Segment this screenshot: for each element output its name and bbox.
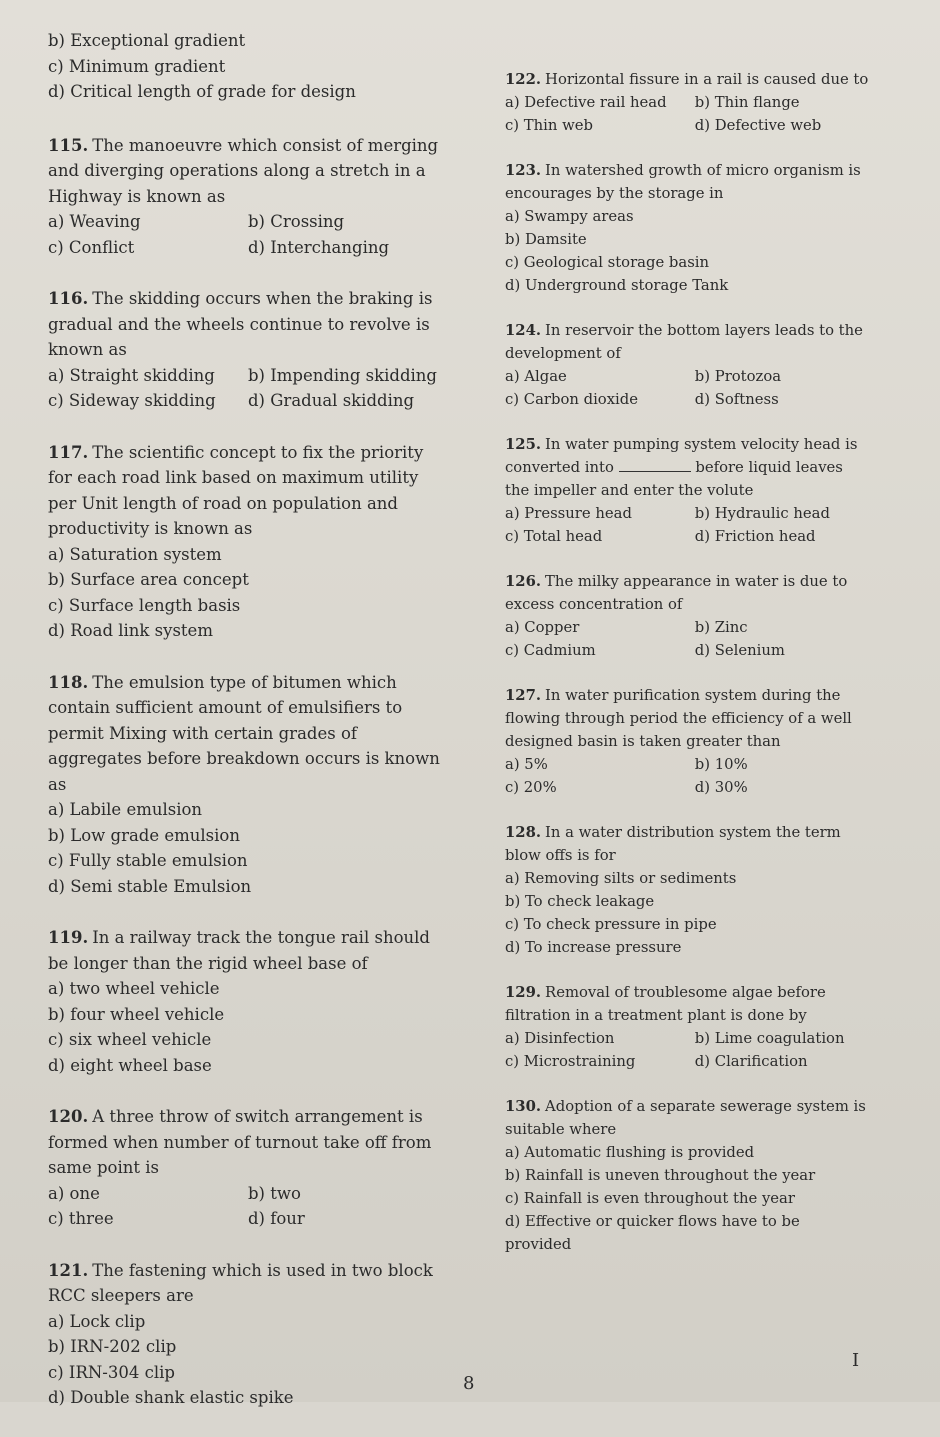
options <box>48 797 448 899</box>
option-c: c) Rainfall is even throughout the year <box>505 1190 795 1207</box>
option-b: b) Hydraulic head <box>694 505 830 522</box>
option-b: b) Surface area concept <box>48 570 249 589</box>
option-a: a) two wheel vehicle <box>48 979 220 998</box>
option-b: b) Zinc <box>694 619 748 636</box>
carryover-options <box>48 28 448 105</box>
option-c: c) Surface length basis <box>48 595 241 615</box>
question-116 <box>48 286 448 414</box>
question-number: 128. <box>505 824 542 841</box>
question-text: 126. The milky appearance in water is due to excess concentration of <box>505 573 848 613</box>
options <box>505 205 870 297</box>
option-d: d) Selenium <box>694 642 785 659</box>
question-number: 124. <box>505 322 542 339</box>
option-c: c) 20% <box>505 779 557 796</box>
option-a: a) Pressure head <box>505 505 632 522</box>
option-a: a) Labile emulsion <box>48 800 203 819</box>
option-c: c) Thin web <box>505 117 594 134</box>
option-d: d) Road link system <box>48 621 213 640</box>
question-number: 127. <box>505 687 542 704</box>
question-115 <box>48 133 448 261</box>
left-column <box>48 28 448 1437</box>
question-120 <box>48 1104 448 1232</box>
question-117 <box>48 440 448 644</box>
options <box>505 502 870 548</box>
option-c: c) Cadmium <box>505 642 596 659</box>
options <box>505 753 870 799</box>
question-number: 121. <box>48 1260 89 1280</box>
answer-blank <box>619 459 691 472</box>
options <box>505 867 870 959</box>
option-d: d) eight wheel base <box>48 1055 212 1075</box>
question-number: 119. <box>48 928 89 947</box>
option-a: a) 5% <box>505 756 548 773</box>
question-text: 123. In watershed growth of micro organism is encourages by the storage in <box>505 162 861 202</box>
question-122 <box>505 68 870 137</box>
question-number: 116. <box>48 289 89 308</box>
question-number: 115. <box>48 135 89 155</box>
question-128 <box>505 821 870 959</box>
question-124 <box>505 319 870 411</box>
question-125 <box>505 433 870 548</box>
option-a: a) Defective rail head <box>505 94 667 111</box>
options <box>48 209 448 260</box>
question-number: 117. <box>48 442 89 462</box>
option: d) Critical length of grade for design <box>48 82 356 101</box>
option-d: d) Gradual skidding <box>248 391 415 410</box>
option-c: c) IRN-304 clip <box>48 1362 175 1382</box>
question-130 <box>505 1095 870 1256</box>
question-number: 122. <box>505 71 542 88</box>
option-d: d) Semi stable Emulsion <box>48 876 252 896</box>
question-text: 120. A three throw of switch arrangement is formed when number of turnout take off from same point is <box>48 1107 432 1177</box>
option-c: c) six wheel vehicle <box>48 1030 212 1049</box>
option-d: d) Interchanging <box>248 237 390 257</box>
question-text: 128. In a water distribution system the term blow offs is for <box>505 824 841 864</box>
question-123 <box>505 159 870 297</box>
question-119 <box>48 925 448 1078</box>
option-c: c) To check pressure in pipe <box>505 916 717 933</box>
option-b: b) Crossing <box>248 212 345 231</box>
corner-mark: I <box>852 1350 860 1371</box>
option-a: a) Weaving <box>48 212 141 231</box>
options <box>48 1181 448 1232</box>
option-c: c) Conflict <box>48 237 135 257</box>
question-text: 117. The scientific concept to fix the priority for each road link based on maximum utility per Unit length of road on population and productivity is known as <box>48 442 424 538</box>
option-b: b) Impending skidding <box>248 365 437 385</box>
option-b: b) two <box>248 1183 301 1203</box>
question-number: 123. <box>505 162 542 179</box>
options <box>48 1309 448 1411</box>
option-d: d) Double shank elastic spike <box>48 1388 294 1407</box>
option: c) Minimum gradient <box>48 56 226 76</box>
question-number: 120. <box>48 1107 89 1126</box>
options <box>505 1027 870 1073</box>
question-126 <box>505 570 870 662</box>
question-text: 129. Removal of troublesome algae before filtration in a treatment plant is done by <box>505 984 826 1024</box>
option-c: c) Total head <box>505 528 603 545</box>
option-b: b) To check leakage <box>505 893 655 910</box>
options <box>505 91 870 137</box>
question-text: 119. In a railway track the tongue rail should be longer than the rigid wheel base of <box>48 928 430 973</box>
question-text: 116. The skidding occurs when the braking is gradual and the wheels continue to revolve is known as <box>48 289 433 359</box>
option-d: d) Underground storage Tank <box>505 277 729 294</box>
option-d: d) four <box>248 1209 305 1228</box>
question-number: 126. <box>505 573 542 590</box>
question-text: 122. Horizontal fissure in a rail is caused due to <box>505 71 869 88</box>
option-c: c) three <box>48 1209 114 1228</box>
question-number: 125. <box>505 436 542 453</box>
option-d: d) Softness <box>694 391 779 408</box>
question-text: 125. In water pumping system velocity head is converted into before liquid leaves the impeller and enter the volute <box>505 436 858 499</box>
option-d: d) To increase pressure <box>505 939 682 956</box>
option-c: c) Geological storage basin <box>505 254 710 271</box>
option-a: a) one <box>48 1183 100 1203</box>
question-number: 129. <box>505 984 542 1001</box>
option-a: a) Removing silts or sediments <box>505 870 737 887</box>
option-b: b) four wheel vehicle <box>48 1004 225 1024</box>
option-b: b) Low grade emulsion <box>48 825 240 845</box>
option-a: a) Saturation system <box>48 544 222 564</box>
option-c: c) Sideway skidding <box>48 391 216 410</box>
option-a: a) Copper <box>505 619 580 636</box>
option-d: d) Clarification <box>694 1053 808 1070</box>
option-d: d) Defective web <box>694 117 822 134</box>
question-text: 124. In reservoir the bottom layers leads to the development of <box>505 322 863 362</box>
option-a: a) Straight skidding <box>48 365 215 385</box>
option-b: b) Protozoa <box>694 368 782 385</box>
question-129 <box>505 981 870 1073</box>
option-b: b) 10% <box>694 756 748 773</box>
option-a: a) Disinfection <box>505 1030 615 1047</box>
options <box>48 542 448 644</box>
question-127 <box>505 684 870 799</box>
right-column <box>505 68 870 1278</box>
question-number: 118. <box>48 672 89 692</box>
question-text: 121. The fastening which is used in two block RCC sleepers are <box>48 1260 433 1305</box>
options <box>505 616 870 662</box>
option-b: b) Damsite <box>505 231 587 248</box>
option-a: a) Swampy areas <box>505 208 634 225</box>
question-text: 118. The emulsion type of bitumen which contain sufficient amount of emulsifiers to permit Mixing with certain grades of aggregates before breakdown occurs is known as <box>48 672 440 794</box>
option-a: a) Automatic flushing is provided <box>505 1144 755 1161</box>
option-c: c) Fully stable emulsion <box>48 851 248 870</box>
option-d: d) 30% <box>694 779 748 796</box>
option-c: c) Microstraining <box>505 1053 636 1070</box>
question-text: 115. The manoeuvre which consist of merging and diverging operations along a stretch in a Highway is known as <box>48 135 439 206</box>
question-number: 130. <box>505 1098 542 1115</box>
question-118 <box>48 670 448 900</box>
option-b: b) Lime coagulation <box>694 1030 845 1047</box>
option-b: b) Thin flange <box>694 94 800 111</box>
option-d: d) Friction head <box>694 528 816 545</box>
option-c: c) Carbon dioxide <box>505 391 639 408</box>
options <box>48 363 448 414</box>
option-a: a) Algae <box>505 368 567 385</box>
options <box>505 365 870 411</box>
page-number: 8 <box>463 1373 475 1394</box>
option: b) Exceptional gradient <box>48 31 246 50</box>
question-121 <box>48 1258 448 1411</box>
question-text: 127. In water purification system during the flowing through period the efficiency of a well designed basin is taken greater than <box>505 687 852 750</box>
option-b: b) IRN-202 clip <box>48 1337 177 1356</box>
option-a: a) Lock clip <box>48 1311 146 1331</box>
options <box>505 1141 870 1256</box>
option-d: d) Effective or quicker flows have to be provided <box>505 1213 800 1253</box>
options <box>48 976 448 1078</box>
question-text: 130. Adoption of a separate sewerage system is suitable where <box>505 1098 866 1138</box>
option-b: b) Rainfall is uneven throughout the year <box>505 1167 816 1184</box>
